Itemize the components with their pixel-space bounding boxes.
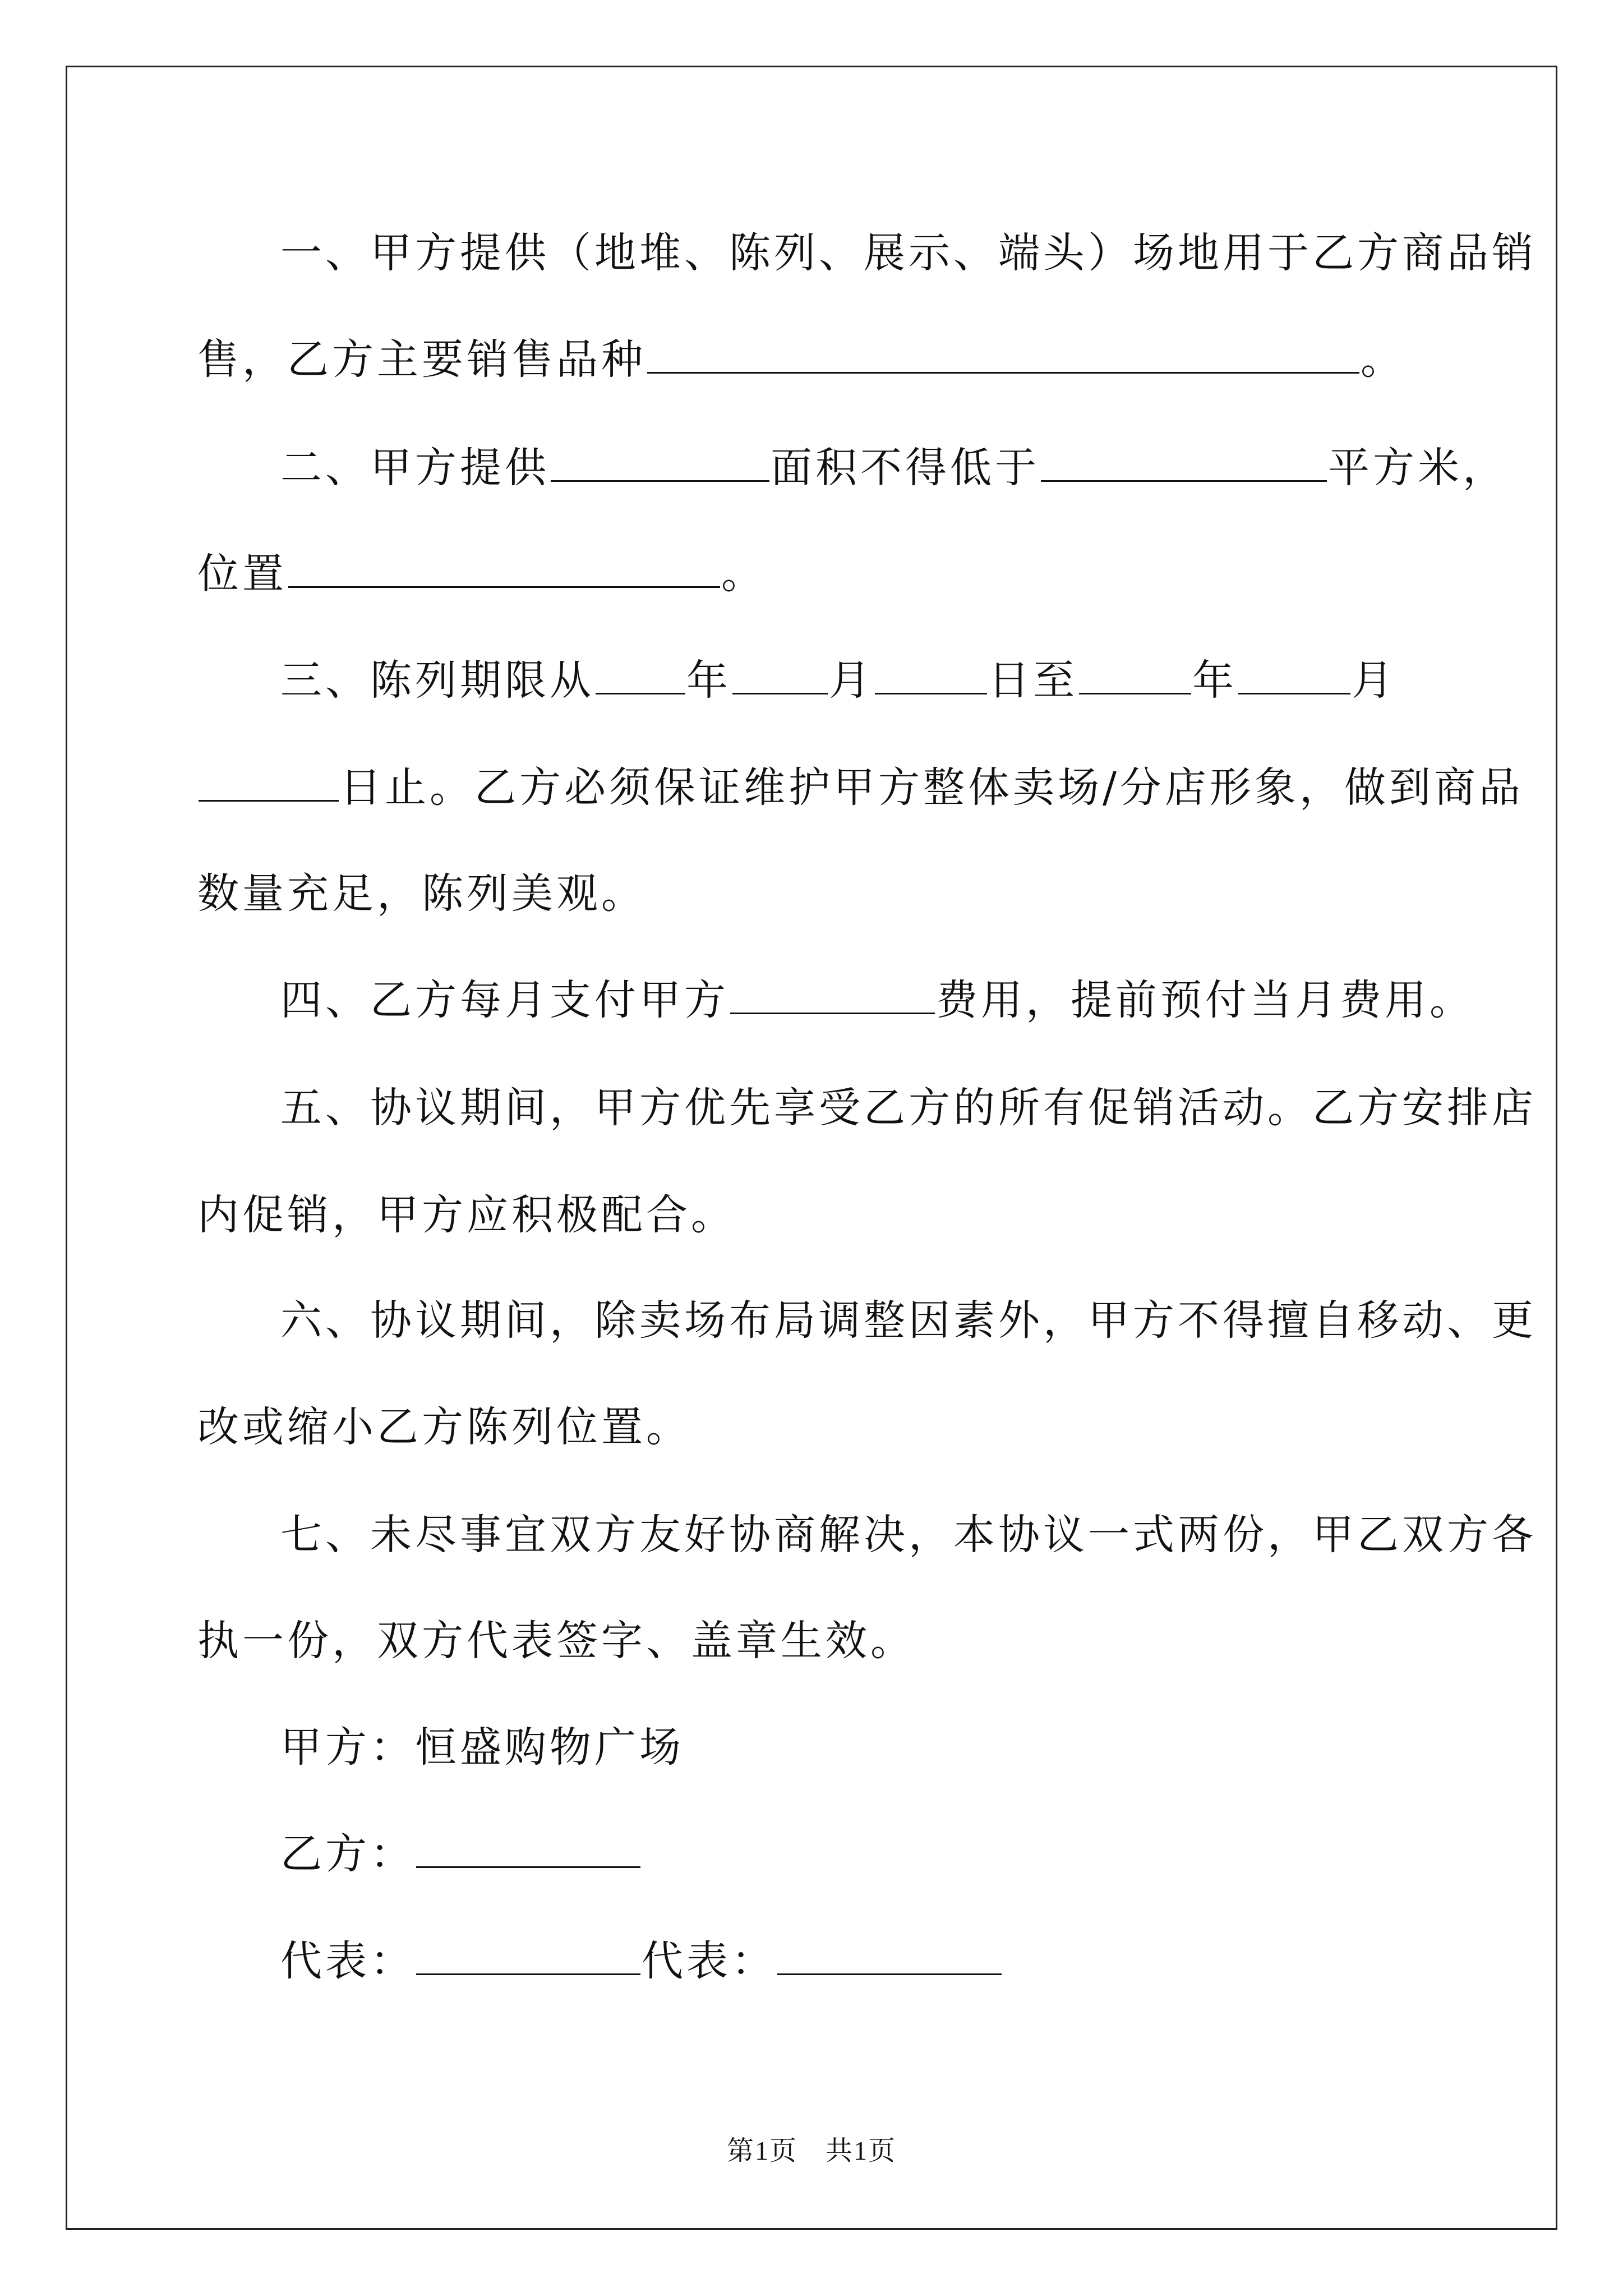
clause-text: 四、乙方每月支付甲方 xyxy=(280,976,729,1024)
blank-square-meters[interactable] xyxy=(1041,448,1327,482)
clause-text: 内促销，甲方应积极配合。 xyxy=(197,1191,736,1239)
clause-text: 执一份，双方代表签字、盖章生效。 xyxy=(197,1617,915,1665)
party-b-line xyxy=(280,1830,642,1878)
clause-text: 三、陈列期限从 xyxy=(280,656,594,705)
clause-text: 平方米， xyxy=(1328,444,1507,492)
clause-2-line-1 xyxy=(280,444,1507,492)
clause-7-line-1 xyxy=(280,1511,1537,1559)
clause-3-line-1 xyxy=(280,656,1396,705)
clause-1-line-1 xyxy=(280,229,1537,277)
clause-6-line-2 xyxy=(197,1403,691,1451)
blank-start-month[interactable] xyxy=(732,660,828,694)
blank-start-year[interactable] xyxy=(596,660,685,694)
blank-product-variety[interactable] xyxy=(647,339,1359,374)
clause-text: 日止。乙方必须保证维护甲方整体卖场/分店形象，做到商品 xyxy=(340,763,1524,812)
clause-text: 改或缩小乙方陈列位置。 xyxy=(197,1403,691,1451)
rep-a-label: 代表： xyxy=(280,1937,415,1985)
clause-text: 年 xyxy=(686,656,731,705)
clause-3-line-3 xyxy=(197,869,646,918)
clause-4-line-1 xyxy=(280,976,1474,1024)
clause-text: 。 xyxy=(1361,335,1405,384)
clause-6-line-1 xyxy=(280,1296,1537,1345)
clause-text: 二、甲方提供 xyxy=(280,444,550,492)
blank-end-day[interactable] xyxy=(199,767,339,802)
clause-3-line-2 xyxy=(197,763,1524,812)
page-footer xyxy=(0,2129,1623,2168)
clause-1-line-2 xyxy=(197,335,1405,384)
clause-5-line-2 xyxy=(197,1191,736,1239)
party-a-line xyxy=(280,1723,684,1772)
clause-text: 日至 xyxy=(988,656,1078,705)
clause-text: 七、未尽事宜双方友好协商解决，本协议一式两份，甲乙双方各 xyxy=(280,1511,1537,1559)
clause-5-line-1 xyxy=(280,1084,1537,1132)
clause-text: 一、甲方提供（地堆、陈列、展示、端头）场地用于乙方商品销 xyxy=(280,229,1537,277)
clause-text: 。 xyxy=(721,550,766,598)
clause-text: 月 xyxy=(1352,656,1396,705)
page-border xyxy=(66,66,1557,2230)
clause-text: 售，乙方主要销售品种 xyxy=(197,335,646,384)
clause-7-line-2 xyxy=(197,1617,915,1665)
clause-text: 五、协议期间，甲方优先享受乙方的所有促销活动。乙方安排店 xyxy=(280,1084,1537,1132)
page-number: 第1页 共1页 xyxy=(726,2136,896,2166)
blank-party-b[interactable] xyxy=(416,1834,640,1868)
blank-end-month[interactable] xyxy=(1238,660,1350,694)
clause-2-line-2 xyxy=(197,550,766,598)
party-b-label: 乙方： xyxy=(280,1830,415,1878)
clause-text: 位置 xyxy=(197,550,287,598)
clause-text: 费用，提前预付当月费用。 xyxy=(936,976,1474,1024)
clause-text: 年 xyxy=(1192,656,1237,705)
blank-monthly-fee[interactable] xyxy=(730,980,935,1014)
blank-rep-a[interactable] xyxy=(416,1941,640,1975)
clause-text: 月 xyxy=(829,656,874,705)
clause-text: 六、协议期间，除卖场布局调整因素外，甲方不得擅自移动、更 xyxy=(280,1296,1537,1345)
rep-b-label: 代表： xyxy=(642,1937,776,1985)
clause-text: 数量充足，陈列美观。 xyxy=(197,869,646,918)
blank-provided-area[interactable] xyxy=(551,448,769,482)
representatives-line xyxy=(280,1937,1003,1985)
party-a-name: 甲方：恒盛购物广场 xyxy=(280,1723,684,1772)
clause-text: 面积不得低于 xyxy=(771,444,1040,492)
blank-start-day[interactable] xyxy=(875,660,987,694)
blank-location[interactable] xyxy=(288,554,720,588)
blank-end-year[interactable] xyxy=(1079,660,1191,694)
blank-rep-b[interactable] xyxy=(777,1941,1002,1975)
